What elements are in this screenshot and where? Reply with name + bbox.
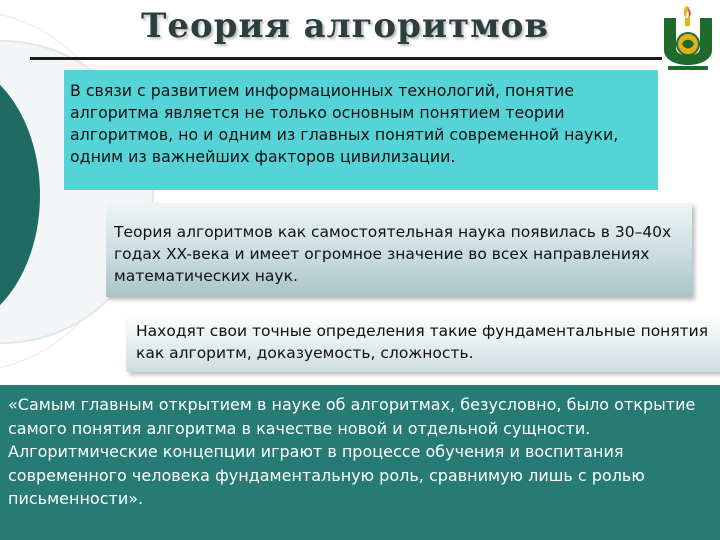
title-underline — [30, 57, 662, 60]
slide-title: Теория алгоритмов — [141, 6, 549, 46]
quote-block: «Самым главным открытием в науке об алгоритмах, безусловно, было открытие самого понятия алгоритма в качестве новой и отдельной сущности. Алгоритмические концепции играют в процессе обучения и воспитания современного человека фундаментальную роль, сравнимую лишь с ролью письменности». — [0, 385, 720, 540]
history-text-block: Теория алгоритмов как самостоятельная наука появилась в 30–40х годах XX-века и имеет огромное значение во всех направлениях математических наук. — [106, 203, 692, 297]
definitions-text-block: Находят свои точные определения такие фундаментальные понятия как алгоритм, доказуемость, сложность. — [126, 314, 720, 372]
university-emblem-icon — [658, 4, 718, 72]
intro-text-block: В связи с развитием информационных технологий, понятие алгоритма является не только основным понятием теории алгоритмов, но и одним из главных понятий современной науки, одним из важнейших факторов цивилизации. — [64, 70, 658, 190]
